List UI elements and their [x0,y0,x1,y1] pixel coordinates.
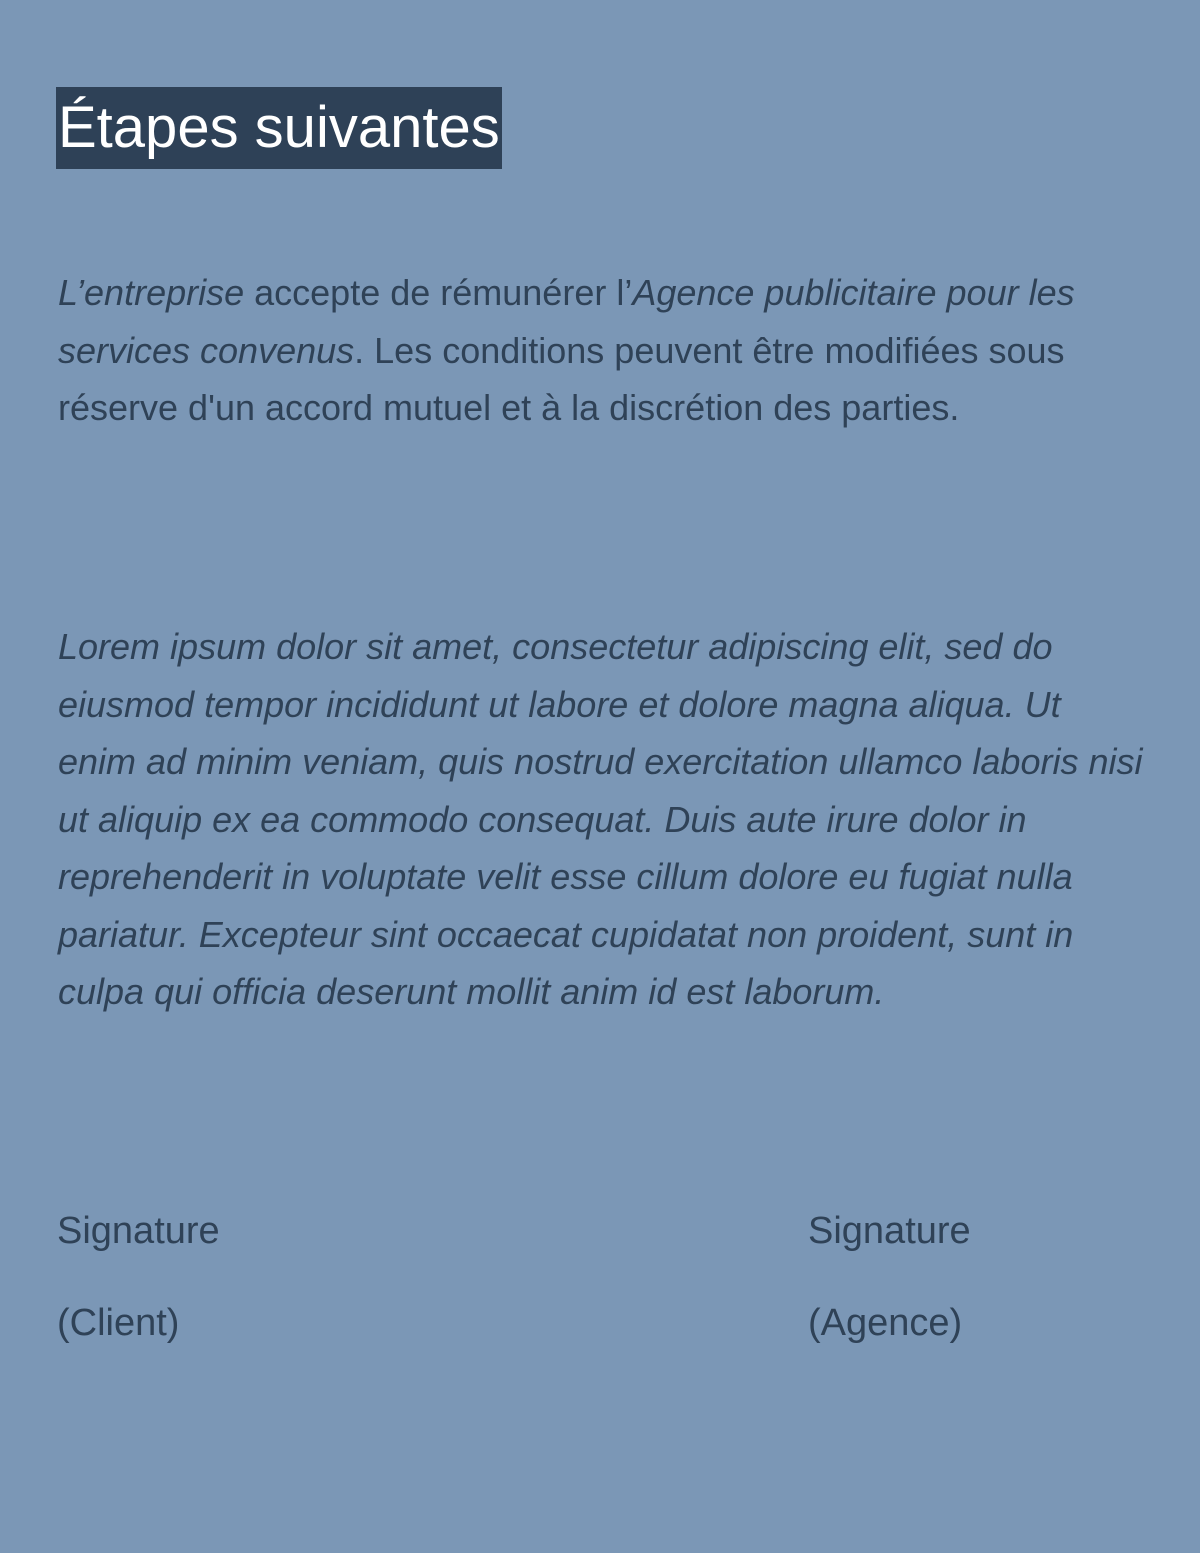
agency-term: Agence publicitaire pour les services convenus [58,272,1075,371]
agency-role-label: (Agence) [808,1302,963,1344]
company-term: L’entreprise [58,272,245,313]
terms-text-1: accepte de rémunérer l’ [244,272,633,313]
agency-signature-label: Signature [808,1210,971,1252]
page-title-block [56,87,502,169]
client-role-label: (Client) [57,1302,180,1344]
page-title: Étapes suivantes [58,95,500,160]
terms-paragraph [58,264,1128,437]
client-signature-label: Signature [57,1210,220,1252]
lorem-paragraph: Lorem ipsum dolor sit amet, consectetur adipiscing elit, sed do eiusmod tempor incididunt ut labore et dolore magna aliqua. Ut enim ad minim veniam, quis nostrud exercitation ullamco laboris nisi ut aliquip ex ea commodo consequat. Duis aute irure dolor in reprehenderit in voluptate velit esse cillum dolore eu fugiat nulla pariatur. Excepteur sint occaecat cupidatat non proident, sunt in culpa qui officia deserunt mollit anim id est laborum. [58,626,1143,1012]
terms-text-2: . Les conditions peuvent être modifiées sous réserve d'un accord mutuel et à la discrétion des parties. [58,329,1065,428]
